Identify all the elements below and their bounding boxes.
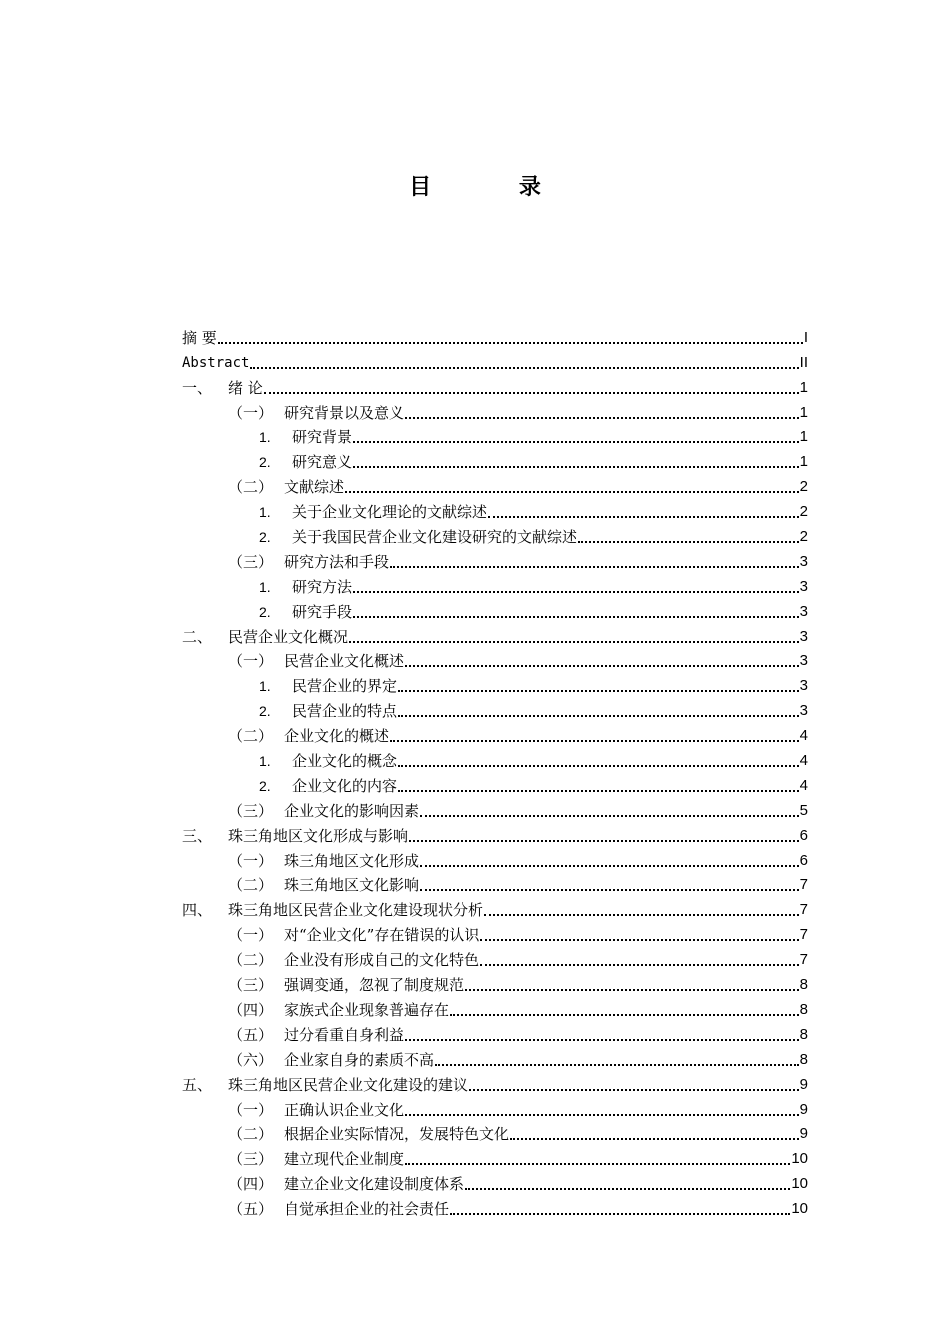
toc-entry-title: 研究方法和手段 <box>284 552 390 571</box>
toc-page-number: 7 <box>799 901 808 919</box>
toc-entry-title: 企业文化的影响因素 <box>284 801 420 820</box>
toc-entry-title: 企业文化的概述 <box>284 727 390 746</box>
toc-entry[interactable] <box>182 373 808 398</box>
toc-dot-leader <box>420 875 799 895</box>
toc-entry-number: （五） <box>228 1025 274 1044</box>
toc-entry-title: 过分看重自身利益 <box>284 1025 405 1044</box>
toc-dot-leader <box>398 676 799 696</box>
toc-entry-number: 2. <box>259 529 271 546</box>
toc-page-number: 7 <box>799 876 808 894</box>
toc-entry-title: 珠三角地区民营企业文化建设现状分析 <box>228 901 484 920</box>
toc-entry-title: 强调变通，忽视了制度规范 <box>284 976 465 995</box>
toc-entry-title: 研究方法 <box>292 577 353 596</box>
toc-dot-leader <box>353 577 799 597</box>
toc-entry-number: （一） <box>228 851 274 870</box>
toc-dot-leader <box>465 975 799 995</box>
toc-dot-leader <box>353 427 799 447</box>
toc-dot-leader <box>349 627 799 647</box>
toc-dot-leader <box>480 950 799 970</box>
toc-entry[interactable] <box>182 497 808 522</box>
toc-page-number: 5 <box>799 801 808 819</box>
toc-entry[interactable] <box>182 647 808 672</box>
toc-entry-number: 2. <box>259 703 271 720</box>
toc-page-number: 8 <box>799 1050 808 1068</box>
toc-entry[interactable] <box>182 1144 808 1169</box>
toc-entry-title: 家族式企业现象普遍存在 <box>284 1000 450 1019</box>
toc-entry[interactable] <box>182 447 808 472</box>
toc-page-number: 9 <box>799 1100 808 1118</box>
toc-dot-leader <box>469 1075 799 1095</box>
toc-entry[interactable] <box>182 547 808 572</box>
toc-entry-number: （六） <box>228 1050 274 1069</box>
toc-dot-leader <box>390 552 799 572</box>
toc-entry-number: 2. <box>259 454 271 471</box>
toc-entry-number: 1. <box>259 678 271 695</box>
toc-page-number: 3 <box>799 652 808 670</box>
toc-entry-title: 根据企业实际情况，发展特色文化 <box>284 1125 510 1144</box>
toc-page-number: 1 <box>799 403 808 421</box>
toc-dot-leader <box>578 527 799 547</box>
toc-page-number: 2 <box>799 528 808 546</box>
toc-entry[interactable] <box>182 1070 808 1095</box>
toc-dot-leader <box>345 477 799 497</box>
toc-entry[interactable] <box>182 1095 808 1120</box>
toc-entry[interactable] <box>182 920 808 945</box>
toc-entry[interactable] <box>182 522 808 547</box>
toc-entry-number: （四） <box>228 1000 274 1019</box>
toc-page-number: 10 <box>791 1175 808 1193</box>
toc-dot-leader <box>409 826 799 846</box>
page-title: 目 录 <box>409 175 581 200</box>
toc-entry-title: 摘 要 <box>182 328 217 347</box>
toc-page-number: 3 <box>799 677 808 695</box>
toc-page-number: 8 <box>799 1000 808 1018</box>
toc-entry-number: （三） <box>228 801 274 820</box>
toc-entry-title: 研究手段 <box>292 602 353 621</box>
toc-entry-number: 1. <box>259 429 271 446</box>
toc-entry-title: 企业文化的内容 <box>292 776 398 795</box>
toc-entry-number: （一） <box>228 652 274 671</box>
toc-dot-leader <box>420 801 799 821</box>
toc-dot-leader <box>398 701 799 721</box>
toc-page-number: 8 <box>799 1025 808 1043</box>
table-of-contents <box>182 323 808 1219</box>
toc-page-number: 2 <box>799 503 808 521</box>
toc-entry-number: （二） <box>228 876 274 895</box>
toc-dot-leader <box>390 726 799 746</box>
toc-entry-number: （一） <box>228 926 274 945</box>
toc-dot-leader <box>510 1124 799 1144</box>
toc-dot-leader <box>450 1199 790 1219</box>
toc-page-number: 3 <box>799 602 808 620</box>
toc-entry[interactable] <box>182 1169 808 1194</box>
toc-dot-leader <box>405 651 799 671</box>
toc-page-number: 4 <box>799 727 808 745</box>
toc-page-number: 3 <box>799 577 808 595</box>
toc-dot-leader <box>420 851 799 871</box>
toc-page-number: 6 <box>799 851 808 869</box>
toc-dot-leader <box>250 353 798 373</box>
toc-entry-title: 民营企业的特点 <box>292 702 398 721</box>
toc-dot-leader <box>218 328 803 348</box>
toc-dot-leader <box>405 1149 790 1169</box>
toc-entry-title: 建立企业文化建设制度体系 <box>284 1175 465 1194</box>
toc-entry[interactable] <box>182 821 808 846</box>
toc-page-number: 2 <box>799 478 808 496</box>
toc-entry-number: （三） <box>228 976 274 995</box>
toc-entry[interactable] <box>182 1194 808 1219</box>
toc-entry[interactable] <box>182 721 808 746</box>
toc-entry-number: 1. <box>259 578 271 595</box>
toc-entry[interactable] <box>182 572 808 597</box>
toc-entry-number: （二） <box>228 951 274 970</box>
toc-entry-title: 关于企业文化理论的文献综述 <box>292 503 488 522</box>
toc-page-number: 1 <box>799 378 808 396</box>
toc-entry-title: 民营企业文化概述 <box>284 652 405 671</box>
toc-entry-number: 五、 <box>182 1075 213 1094</box>
toc-entry[interactable] <box>182 398 808 423</box>
toc-page-number: 4 <box>799 752 808 770</box>
toc-entry-title: 珠三角地区文化影响 <box>284 876 420 895</box>
toc-page-number: 1 <box>799 428 808 446</box>
toc-entry[interactable] <box>182 945 808 970</box>
toc-page-number: 3 <box>799 552 808 570</box>
toc-entry-title: 研究背景 <box>292 428 353 447</box>
toc-page-number: I <box>803 328 808 346</box>
toc-entry-title: Abstract <box>182 354 250 371</box>
toc-entry[interactable] <box>182 622 808 647</box>
toc-entry[interactable] <box>182 472 808 497</box>
toc-entry-number: 二、 <box>182 627 213 646</box>
toc-page-number: 3 <box>799 627 808 645</box>
toc-page-number: 4 <box>799 776 808 794</box>
toc-entry-title: 企业家自身的素质不高 <box>284 1050 435 1069</box>
toc-entry[interactable] <box>182 970 808 995</box>
toc-entry-number: （二） <box>228 478 274 497</box>
toc-dot-leader <box>465 1174 790 1194</box>
toc-entry-number: 1. <box>259 504 271 521</box>
toc-page-number: 10 <box>791 1200 808 1218</box>
toc-entry-title: 建立现代企业制度 <box>284 1150 405 1169</box>
toc-entry-number: （三） <box>228 552 274 571</box>
toc-entry-title: 文献综述 <box>284 478 345 497</box>
toc-dot-leader <box>405 1025 799 1045</box>
toc-entry-number: （三） <box>228 1150 274 1169</box>
toc-entry-title: 绪 论 <box>228 378 263 397</box>
toc-entry[interactable] <box>182 895 808 920</box>
toc-entry-number: （二） <box>228 1125 274 1144</box>
toc-dot-leader <box>405 403 799 423</box>
toc-dot-leader <box>484 900 799 920</box>
toc-entry-title: 珠三角地区民营企业文化建设的建议 <box>228 1075 469 1094</box>
toc-dot-leader <box>488 502 799 522</box>
toc-dot-leader <box>435 1050 799 1070</box>
toc-entry-number: （一） <box>228 1100 274 1119</box>
toc-entry[interactable] <box>182 796 808 821</box>
toc-entry[interactable] <box>182 696 808 721</box>
toc-entry-number: 1. <box>259 753 271 770</box>
toc-entry-title: 对“企业文化”存在错误的认识 <box>284 926 480 945</box>
toc-entry-title: 研究背景以及意义 <box>284 403 405 422</box>
toc-page-number: 6 <box>799 826 808 844</box>
toc-entry[interactable] <box>182 1120 808 1145</box>
toc-entry-number: （二） <box>228 727 274 746</box>
toc-dot-leader <box>264 378 799 398</box>
toc-entry[interactable] <box>182 995 808 1020</box>
toc-page-number: 7 <box>799 926 808 944</box>
toc-entry[interactable] <box>182 671 808 696</box>
toc-entry[interactable] <box>182 771 808 796</box>
toc-entry-title: 企业没有形成自己的文化特色 <box>284 951 480 970</box>
toc-page-number: 1 <box>799 453 808 471</box>
toc-entry[interactable] <box>182 871 808 896</box>
toc-entry-number: 三、 <box>182 826 213 845</box>
toc-entry-number: 一、 <box>182 378 213 397</box>
toc-entry[interactable] <box>182 1045 808 1070</box>
toc-dot-leader <box>353 602 799 622</box>
toc-page-number: II <box>799 353 808 371</box>
toc-entry-title: 珠三角地区文化形成与影响 <box>228 826 409 845</box>
toc-entry[interactable] <box>182 746 808 771</box>
toc-page-number: 3 <box>799 702 808 720</box>
toc-entry[interactable] <box>182 597 808 622</box>
toc-entry[interactable] <box>182 423 808 448</box>
toc-dot-leader <box>450 1000 799 1020</box>
toc-page-number: 9 <box>799 1075 808 1093</box>
toc-entry-number: 2. <box>259 603 271 620</box>
toc-entry[interactable] <box>182 348 808 373</box>
toc-entry-number: （一） <box>228 403 274 422</box>
toc-dot-leader <box>398 751 799 771</box>
toc-entry-number: 四、 <box>182 901 213 920</box>
toc-page-number: 7 <box>799 951 808 969</box>
toc-entry[interactable] <box>182 1020 808 1045</box>
toc-entry-title: 正确认识企业文化 <box>284 1100 405 1119</box>
toc-entry-title: 珠三角地区文化形成 <box>284 851 420 870</box>
toc-entry-title: 民营企业文化概况 <box>228 627 349 646</box>
toc-entry-title: 自觉承担企业的社会责任 <box>284 1200 450 1219</box>
toc-entry-title: 关于我国民营企业文化建设研究的文献综述 <box>292 528 578 547</box>
toc-entry-title: 研究意义 <box>292 453 353 472</box>
toc-page-number: 10 <box>791 1150 808 1168</box>
toc-entry-number: （五） <box>228 1200 274 1219</box>
toc-dot-leader <box>353 452 799 472</box>
toc-entry-title: 民营企业的界定 <box>292 677 398 696</box>
toc-entry[interactable] <box>182 846 808 871</box>
toc-entry-number: 2. <box>259 777 271 794</box>
toc-entry-number: （四） <box>228 1175 274 1194</box>
toc-entry[interactable] <box>182 323 808 348</box>
toc-dot-leader <box>480 925 798 945</box>
toc-page-number: 9 <box>799 1125 808 1143</box>
toc-page-number: 8 <box>799 976 808 994</box>
toc-dot-leader <box>405 1100 799 1120</box>
toc-entry-title: 企业文化的概念 <box>292 752 398 771</box>
toc-dot-leader <box>398 776 799 796</box>
